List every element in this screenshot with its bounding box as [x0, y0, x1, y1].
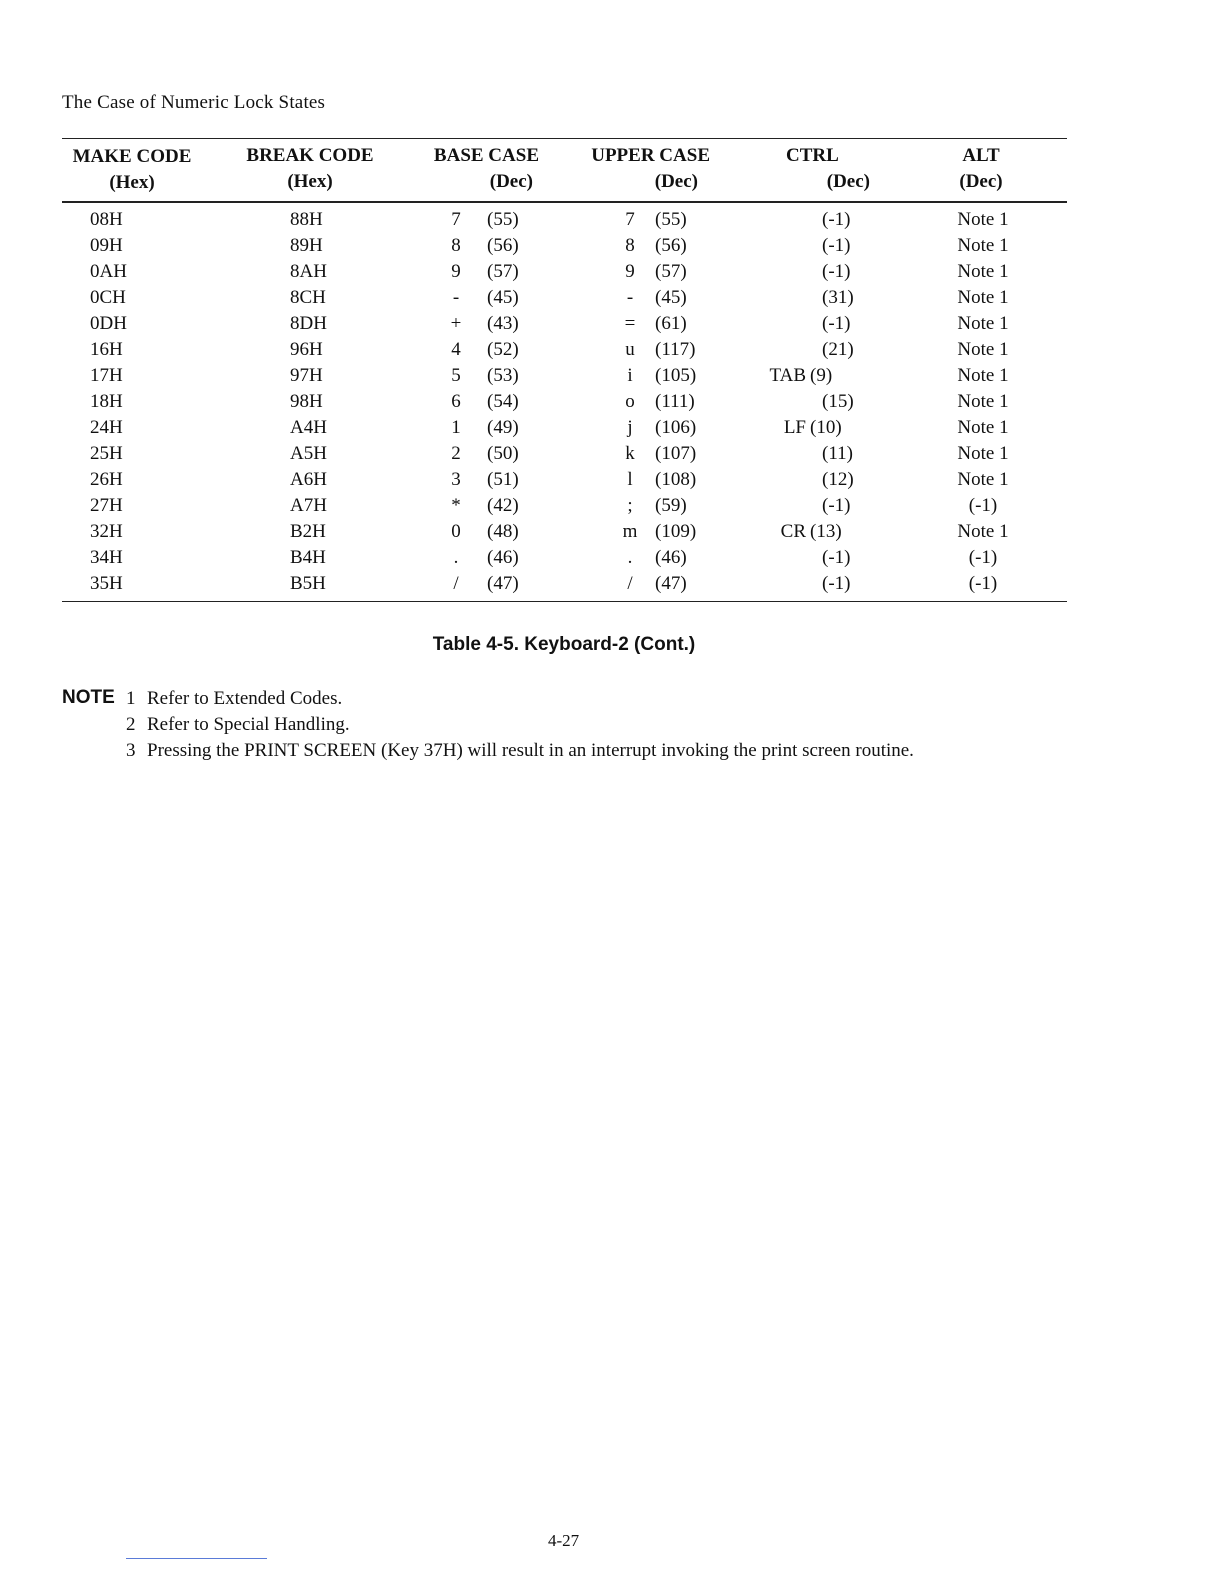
upper-case-char-cell: l — [627, 469, 633, 490]
alt-cell: Note 1 — [957, 443, 1009, 464]
base-case-dec-cell: (42) — [487, 495, 519, 516]
make-code-cell: 0DH — [90, 313, 127, 334]
table-caption: Table 4-5. Keyboard-2 (Cont.) — [432, 634, 696, 655]
table-top-rule — [62, 138, 1067, 139]
column-header-break-code — [242, 143, 378, 195]
note-item — [126, 686, 914, 712]
column-title: MAKE CODE — [72, 146, 192, 167]
upper-case-dec-cell: (59) — [655, 495, 687, 516]
ctrl-dec-cell: (-1) — [822, 209, 851, 230]
table-row — [0, 467, 1224, 493]
table-row — [0, 285, 1224, 311]
make-code-cell: 32H — [90, 521, 123, 542]
upper-case-dec-cell: (109) — [655, 521, 697, 542]
ctrl-dec-cell: (-1) — [822, 261, 851, 282]
base-case-char-cell: + — [450, 313, 462, 334]
note-text: Pressing the PRINT SCREEN (Key 37H) will result in an interrupt invoking the print screen routine. — [147, 740, 914, 761]
alt-cell: Note 1 — [957, 417, 1009, 438]
column-title: CTRL — [786, 145, 839, 166]
upper-case-dec-cell: (55) — [655, 209, 687, 230]
alt-cell: Note 1 — [957, 469, 1009, 490]
column-header-upper-case — [580, 143, 710, 195]
base-case-dec-cell: (49) — [487, 417, 519, 438]
make-code-cell: 26H — [90, 469, 123, 490]
alt-cell: Note 1 — [957, 339, 1009, 360]
make-code-cell: 24H — [90, 417, 123, 438]
table-row — [0, 519, 1224, 545]
notes-list — [126, 686, 914, 764]
break-code-cell: 96H — [290, 339, 323, 360]
ctrl-dec-cell: (11) — [822, 443, 853, 464]
page-number: 4-27 — [548, 1531, 580, 1550]
base-case-char-cell: . — [453, 547, 459, 568]
make-code-cell: 0AH — [90, 261, 127, 282]
column-header-alt — [950, 143, 1012, 195]
ctrl-prefix-cell: TAB — [769, 365, 806, 386]
decorative-rule — [126, 1558, 267, 1559]
table-row — [0, 207, 1224, 233]
column-title: ALT — [962, 145, 1000, 166]
base-case-dec-cell: (54) — [487, 391, 519, 412]
base-case-dec-cell: (46) — [487, 547, 519, 568]
table-body — [0, 207, 1224, 597]
upper-case-char-cell: k — [625, 443, 635, 464]
base-case-char-cell: 6 — [451, 391, 461, 412]
upper-case-dec-cell: (111) — [655, 391, 695, 412]
upper-case-dec-cell: (61) — [655, 313, 687, 334]
make-code-cell: 18H — [90, 391, 123, 412]
upper-case-char-cell: 7 — [625, 209, 635, 230]
base-case-dec-cell: (43) — [487, 313, 519, 334]
break-code-cell: 8AH — [290, 261, 327, 282]
break-code-cell: B5H — [290, 573, 326, 594]
base-case-char-cell: 1 — [451, 417, 461, 438]
ctrl-dec-cell: (12) — [822, 469, 854, 490]
base-case-dec-cell: (53) — [487, 365, 519, 386]
upper-case-char-cell: 9 — [625, 261, 635, 282]
upper-case-dec-cell: (47) — [655, 573, 687, 594]
ctrl-dec-cell: (10) — [810, 417, 842, 438]
base-case-dec-cell: (48) — [487, 521, 519, 542]
ctrl-dec-cell: (-1) — [822, 313, 851, 334]
column-unit: (Hex) — [109, 172, 155, 193]
alt-cell: (-1) — [968, 573, 998, 594]
ctrl-prefix-cell: CR — [780, 521, 806, 542]
table-row — [0, 571, 1224, 597]
note-text: Refer to Extended Codes. — [147, 688, 343, 709]
make-code-cell: 0CH — [90, 287, 126, 308]
alt-cell: Note 1 — [957, 313, 1009, 334]
break-code-cell: A7H — [290, 495, 327, 516]
upper-case-dec-cell: (106) — [655, 417, 697, 438]
base-case-dec-cell: (50) — [487, 443, 519, 464]
ctrl-dec-cell: (-1) — [822, 495, 851, 516]
ctrl-dec-cell: (21) — [822, 339, 854, 360]
note-number: 1 — [126, 688, 136, 709]
base-case-char-cell: 9 — [451, 261, 461, 282]
ctrl-dec-cell: (-1) — [822, 547, 851, 568]
base-case-char-cell: 5 — [451, 365, 461, 386]
make-code-cell: 35H — [90, 573, 123, 594]
table-row — [0, 415, 1224, 441]
alt-cell: Note 1 — [957, 235, 1009, 256]
upper-case-dec-cell: (56) — [655, 235, 687, 256]
base-case-char-cell: 3 — [451, 469, 461, 490]
make-code-cell: 17H — [90, 365, 123, 386]
column-unit: (Dec) — [654, 171, 698, 192]
upper-case-char-cell: i — [627, 365, 633, 386]
table-row — [0, 337, 1224, 363]
base-case-char-cell: 8 — [451, 235, 461, 256]
make-code-cell: 25H — [90, 443, 123, 464]
note-label: NOTE — [62, 687, 115, 708]
column-title: BASE CASE — [433, 145, 539, 166]
alt-cell: (-1) — [968, 495, 998, 516]
ctrl-dec-cell: (-1) — [822, 573, 851, 594]
break-code-cell: B4H — [290, 547, 326, 568]
upper-case-char-cell: m — [622, 521, 638, 542]
make-code-cell: 34H — [90, 547, 123, 568]
column-header-base-case — [421, 143, 539, 195]
upper-case-dec-cell: (108) — [655, 469, 697, 490]
break-code-cell: A4H — [290, 417, 327, 438]
break-code-cell: 8DH — [290, 313, 327, 334]
note-text: Refer to Special Handling. — [147, 714, 350, 735]
base-case-dec-cell: (45) — [487, 287, 519, 308]
table-row — [0, 233, 1224, 259]
make-code-cell: 27H — [90, 495, 123, 516]
base-case-char-cell: 0 — [451, 521, 461, 542]
note-number: 3 — [126, 740, 136, 761]
break-code-cell: 8CH — [290, 287, 326, 308]
break-code-cell: 98H — [290, 391, 323, 412]
column-header-ctrl — [780, 143, 870, 195]
alt-cell: (-1) — [968, 547, 998, 568]
ctrl-dec-cell: (31) — [822, 287, 854, 308]
make-code-cell: 09H — [90, 235, 123, 256]
table-bottom-rule — [62, 601, 1067, 602]
upper-case-char-cell: = — [624, 313, 636, 334]
alt-cell: Note 1 — [957, 261, 1009, 282]
note-item — [126, 712, 914, 738]
upper-case-dec-cell: (107) — [655, 443, 697, 464]
break-code-cell: 89H — [290, 235, 323, 256]
alt-cell: Note 1 — [957, 521, 1009, 542]
base-case-char-cell: - — [452, 287, 460, 308]
column-title: UPPER CASE — [591, 145, 710, 166]
upper-case-char-cell: o — [625, 391, 635, 412]
base-case-char-cell: * — [451, 495, 461, 516]
base-case-char-cell: / — [453, 573, 459, 594]
ctrl-prefix-cell: LF — [783, 417, 806, 438]
table-row — [0, 389, 1224, 415]
column-unit: (Hex) — [287, 171, 333, 192]
base-case-dec-cell: (56) — [487, 235, 519, 256]
upper-case-char-cell: - — [626, 287, 634, 308]
break-code-cell: A6H — [290, 469, 327, 490]
table-header-rule — [62, 201, 1067, 203]
base-case-char-cell: 2 — [451, 443, 461, 464]
ctrl-dec-cell: (9) — [810, 365, 833, 386]
table-row — [0, 259, 1224, 285]
ctrl-dec-cell: (13) — [810, 521, 842, 542]
base-case-char-cell: 7 — [451, 209, 461, 230]
table-row — [0, 545, 1224, 571]
alt-cell: Note 1 — [957, 209, 1009, 230]
table-row — [0, 311, 1224, 337]
make-code-cell: 16H — [90, 339, 123, 360]
break-code-cell: 97H — [290, 365, 323, 386]
upper-case-dec-cell: (105) — [655, 365, 697, 386]
ctrl-dec-cell: (-1) — [822, 235, 851, 256]
table-row — [0, 363, 1224, 389]
break-code-cell: A5H — [290, 443, 327, 464]
break-code-cell: B2H — [290, 521, 326, 542]
base-case-dec-cell: (57) — [487, 261, 519, 282]
upper-case-char-cell: . — [627, 547, 633, 568]
upper-case-char-cell: 8 — [625, 235, 635, 256]
upper-case-dec-cell: (117) — [655, 339, 696, 360]
table-row — [0, 441, 1224, 467]
ctrl-dec-cell: (15) — [822, 391, 854, 412]
upper-case-char-cell: ; — [627, 495, 633, 516]
break-code-cell: 88H — [290, 209, 323, 230]
note-number: 2 — [126, 714, 136, 735]
base-case-char-cell: 4 — [451, 339, 461, 360]
page-heading: The Case of Numeric Lock States — [62, 92, 326, 113]
column-header-make-code — [62, 144, 202, 196]
upper-case-dec-cell: (46) — [655, 547, 687, 568]
column-unit: (Dec) — [826, 171, 870, 192]
base-case-dec-cell: (51) — [487, 469, 519, 490]
upper-case-dec-cell: (45) — [655, 287, 687, 308]
column-unit: (Dec) — [489, 171, 533, 192]
upper-case-char-cell: u — [625, 339, 635, 360]
alt-cell: Note 1 — [957, 365, 1009, 386]
make-code-cell: 08H — [90, 209, 123, 230]
alt-cell: Note 1 — [957, 287, 1009, 308]
base-case-dec-cell: (55) — [487, 209, 519, 230]
base-case-dec-cell: (52) — [487, 339, 519, 360]
note-item — [126, 738, 914, 764]
column-title: BREAK CODE — [246, 145, 374, 166]
alt-cell: Note 1 — [957, 391, 1009, 412]
upper-case-char-cell: j — [627, 417, 633, 438]
table-row — [0, 493, 1224, 519]
base-case-dec-cell: (47) — [487, 573, 519, 594]
upper-case-dec-cell: (57) — [655, 261, 687, 282]
upper-case-char-cell: / — [627, 573, 633, 594]
column-unit: (Dec) — [959, 171, 1003, 192]
